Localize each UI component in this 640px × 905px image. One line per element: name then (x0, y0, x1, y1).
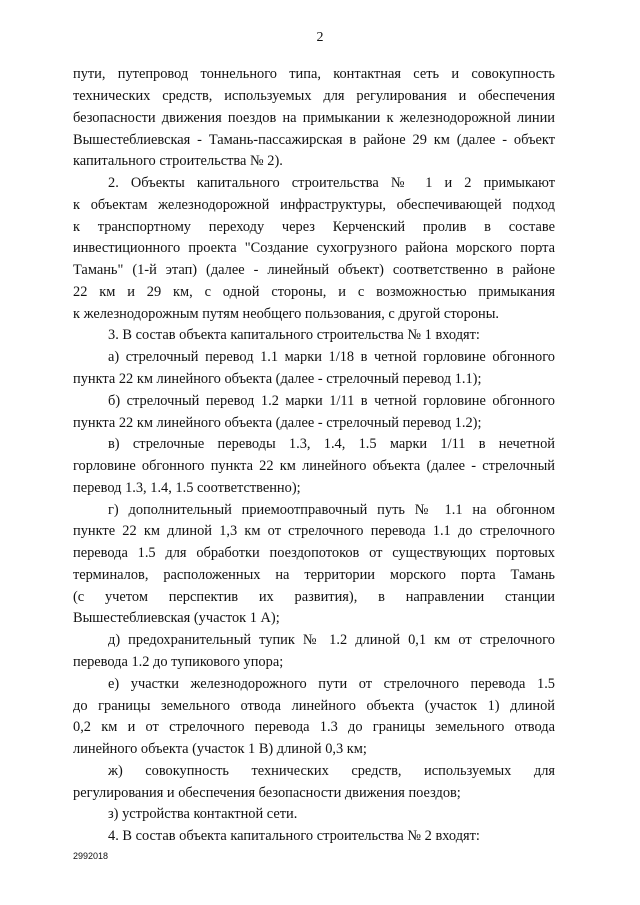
text-line: перевода 1.5 для обработки поездопотоков от существующих портовых (73, 545, 555, 561)
text-line: инвестиционного проекта "Создание сухогрузного района морского порта (73, 240, 555, 256)
text-line: 4. В состав объекта капитального строительства № 2 входят: (108, 828, 480, 844)
text-line: технических средств, используемых для регулирования и обеспечения (73, 88, 555, 104)
text-line: до границы земельного отвода линейного объекта (участок 1) длиной (73, 698, 555, 714)
text-line: к железнодорожным путям необщего пользования, с другой стороны. (73, 306, 499, 322)
document-code: 2992018 (73, 851, 109, 861)
text-line: а) стрелочный перевод 1.1 марки 1/18 в четной горловине обгонного (108, 349, 555, 365)
text-line: е) участки железнодорожного пути от стрелочного перевода 1.5 (108, 676, 555, 692)
text-line: Вышестеблиевская - Тамань-пассажирская в районе 29 км (далее - объект (73, 132, 555, 148)
text-line: горловине обгонного пункта 22 км линейного объекта (далее - стрелочный (73, 458, 555, 474)
text-line: г) дополнительный приемоотправочный путь № 1.1 на обгонном (108, 502, 555, 518)
text-line: Вышестеблиевская (участок 1 А); (73, 610, 280, 626)
text-line: к объектам железнодорожной инфраструктуры, обеспечивающей подход (73, 197, 555, 213)
text-line: (с учетом перспектив их развития), в направлении станции (73, 589, 555, 605)
text-line: пути, путепровод тоннельного типа, контактная сеть и совокупность (73, 66, 555, 82)
text-line: линейного объекта (участок 1 В) длиной 0,3 км; (73, 741, 367, 757)
text-line: д) предохранительный тупик № 1.2 длиной 0,1 км от стрелочного (108, 632, 555, 648)
text-line: перевод 1.3, 1.4, 1.5 соответственно); (73, 480, 301, 496)
text-line: б) стрелочный перевод 1.2 марки 1/11 в четной горловине обгонного (108, 393, 555, 409)
text-line: 2. Объекты капитального строительства № 1 и 2 примыкают (108, 175, 555, 191)
text-line: в) стрелочные переводы 1.3, 1.4, 1.5 марки 1/11 в нечетной (108, 436, 555, 452)
text-line: перевода 1.2 до тупикового упора; (73, 654, 284, 670)
text-line: ж) совокупность технических средств, используемых для (108, 763, 555, 779)
text-line: пункта 22 км линейного объекта (далее - стрелочный перевод 1.1); (73, 371, 482, 387)
text-line: пункте 22 км длиной 1,3 км от стрелочного перевода 1.1 до стрелочного (73, 523, 555, 539)
text-line: 22 км и 29 км, с одной стороны, и с возможностью примыкания (73, 284, 555, 300)
text-line: пункта 22 км линейного объекта (далее - стрелочный перевод 1.2); (73, 415, 482, 431)
text-line: терминалов, расположенных на территории морского порта Тамань (73, 567, 555, 583)
page-number: 2 (316, 30, 324, 45)
text-line: з) устройства контактной сети. (108, 806, 298, 822)
text-line: капитального строительства № 2). (73, 153, 283, 169)
text-line: 0,2 км и от стрелочного перевода 1.3 до границы земельного отвода (73, 719, 555, 735)
text-line: регулирования и обеспечения безопасности движения поездов; (73, 785, 461, 801)
text-line: 3. В состав объекта капитального строительства № 1 входят: (108, 327, 480, 343)
text-line: безопасности движения поездов на примыкании к железнодорожной линии (73, 110, 555, 126)
text-line: к транспортному переходу через Керченский пролив в составе (73, 219, 555, 235)
text-line: Тамань" (1-й этап) (далее - линейный объект) соответственно в районе (73, 262, 555, 278)
